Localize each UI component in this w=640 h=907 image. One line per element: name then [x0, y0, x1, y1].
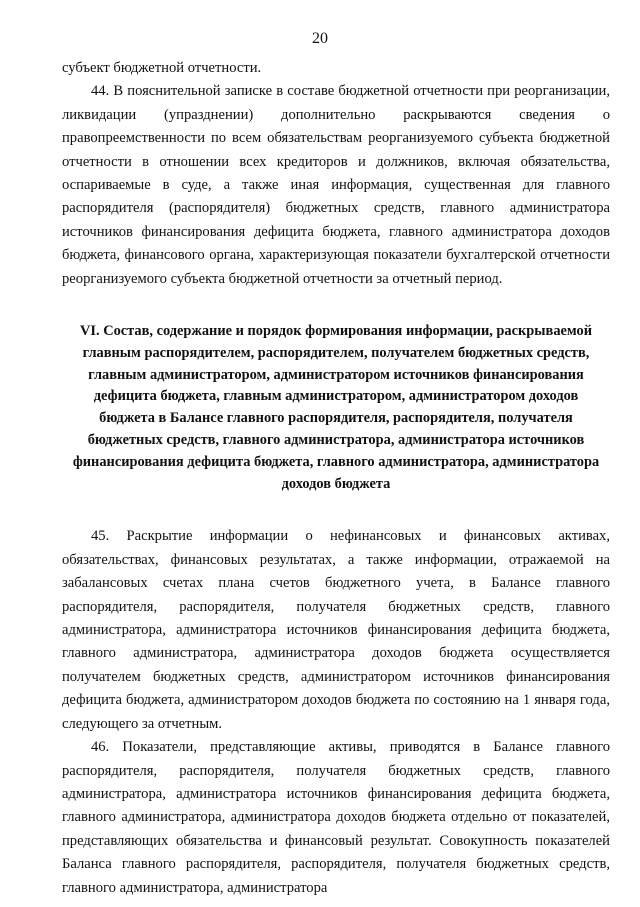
document-body — [62, 57, 610, 900]
page-number: 20 — [312, 30, 328, 47]
section-heading: VI. Состав, содержание и порядок формирования информации, раскрываемой главным распорядителем, распорядителем, получателем бюджетных средств, главным администратором, администратором источников финансирования дефицита бюджета, главным администратором, администратором доходов бюджета в Балансе главного распорядителя, распорядителя, получателя бюджетных средств, главного администратора, администратора источников финансирования дефицита бюджета, главного администратора, администратора доходов бюджета — [72, 323, 600, 492]
paragraph-46: 46. Показатели, представляющие активы, приводятся в Балансе главного распорядителя, распорядителя, получателя бюджетных средств, главного администратора, администратора источников финансирования дефицита бюджета, главного администратора, администратора доходов бюджета отдельно от показателей, представляющих обязательства и финансовый результат. Совокупность показателей Баланса главного распорядителя, распорядителя, получателя бюджетных средств, главного администратора, администратора — [62, 739, 610, 896]
paragraph-44: 44. В пояснительной записке в составе бюджетной отчетности при реорганизации, ликвидации (упразднении) дополнительно раскрываются сведения о правопреемственности по всем обязательствам реорганизуемого субъекта бюджетной отчетности в отношении всех кредиторов и должников, включая обязательства, оспариваемые в суде, а также иная информация, существенная для главного распорядителя (распорядителя) бюджетных средств, главного администратора источников финансирования дефицита бюджета, главного администратора доходов бюджета, финансового органа, характеризующая показатели бухгалтерской отчетности реорганизуемого субъекта бюджетной отчетности за отчетный период. — [62, 83, 610, 287]
paragraph-45: 45. Раскрытие информации о нефинансовых и финансовых активах, обязательствах, финансовых результатах, а также информации, отражаемой на забалансовых счетах плана счетов бюджетного учета, в Балансе главного распорядителя, распорядителя, получателя бюджетных средств, главного администратора, администратора источников финансирования дефицита бюджета, главного администратора, администратора доходов бюджета осуществляется получателем бюджетных средств, администратором источников финансирования дефицита бюджета, администратором доходов бюджета по состоянию на 1 января года, следующего за отчетным. — [62, 528, 610, 732]
paragraph-continuation: субъект бюджетной отчетности. — [62, 60, 262, 76]
